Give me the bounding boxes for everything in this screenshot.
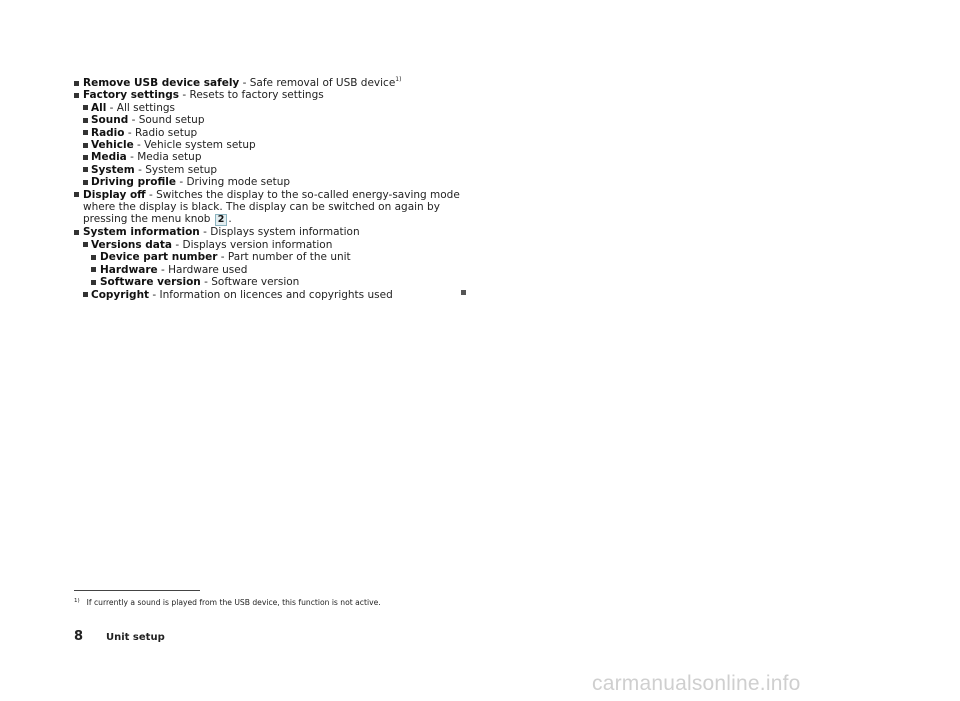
section-title: Unit setup [106, 632, 165, 643]
footnote-divider [74, 590, 200, 591]
footnote-ref: 1) [395, 76, 402, 83]
bullet-icon [74, 93, 79, 98]
list-item-vehicle: Vehicle - Vehicle system setup [74, 139, 474, 151]
bullet-icon [91, 280, 96, 285]
footnote-text: If currently a sound is played from the USB device, this function is not active. [86, 598, 381, 607]
menu-knob-label: 2 [215, 214, 228, 226]
list-item-system-information: System information - Displays system information [74, 226, 474, 238]
bullet-icon [83, 167, 88, 172]
bullet-icon [83, 118, 88, 123]
list-item-software-version: Software version - Software version [74, 276, 474, 288]
watermark: carmanualsonline.info [592, 672, 801, 695]
bullet-icon [83, 292, 88, 297]
bullet-icon [83, 180, 88, 185]
list-item-all: All - All settings [74, 102, 474, 114]
list-item-device-part-number: Device part number - Part number of the unit [74, 251, 474, 263]
list-item-radio: Radio - Radio setup [74, 127, 474, 139]
bullet-icon [83, 130, 88, 135]
list-item-versions-data: Versions data - Displays version information [74, 239, 474, 251]
list-item-remove-usb: Remove USB device safely - Safe removal of USB device$^{1)}$ [74, 77, 474, 89]
list-item-sound: Sound - Sound setup [74, 114, 474, 126]
list-item-factory-settings: Factory settings - Resets to factory settings [74, 89, 474, 101]
bullet-icon [83, 242, 88, 247]
list-item-media: Media - Media setup [74, 151, 474, 163]
bullet-icon [74, 230, 79, 235]
bullet-icon [83, 155, 88, 160]
list-item-system: System - System setup [74, 164, 474, 176]
list-item-driving-profile: Driving profile - Driving mode setup [74, 176, 474, 188]
bullet-icon [83, 143, 88, 148]
settings-list [74, 77, 474, 301]
page-number: 8 [74, 629, 84, 644]
footnote [74, 598, 381, 607]
bullet-icon [91, 267, 96, 272]
bullet-icon [74, 192, 79, 197]
bullet-icon [83, 105, 88, 110]
list-item-copyright: Copyright - Information on licences and copyrights used [74, 289, 474, 301]
bullet-icon [91, 255, 96, 260]
footnote-marker: 1) [74, 598, 80, 604]
section-end-icon [461, 290, 466, 295]
bullet-icon [74, 81, 79, 86]
list-item-display-off: Display off - Switches the display to the so-called energy-saving mode where the display is black. The display can be switched on again by pressing the menu knob 2 . [74, 189, 474, 227]
list-item-hardware: Hardware - Hardware used [74, 264, 474, 276]
